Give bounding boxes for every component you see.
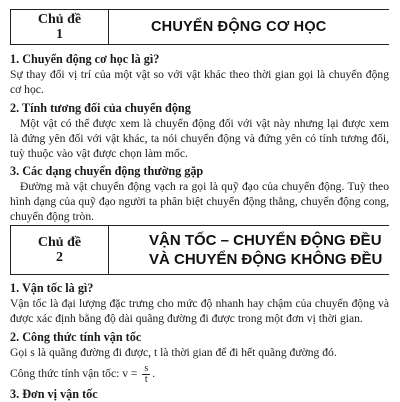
topic-2-title-line-1: VẬN TỐC – CHUYỂN ĐỘNG ĐỀU <box>149 232 382 249</box>
topic-2-tag <box>10 225 109 275</box>
topic-1-title: CHUYỂN ĐỘNG CƠ HỌC <box>151 19 327 35</box>
formula-prefix: Công thức tính vận tốc: v = <box>10 367 141 380</box>
topic-1-tag <box>10 9 109 45</box>
section-heading: 3. Đơn vị vận tốc <box>10 387 98 401</box>
topic-2-title-line-2: VÀ CHUYỂN ĐỘNG KHÔNG ĐỀU <box>149 251 383 268</box>
section-text: Một vật có thể được xem là chuyển động đối với vật này nhưng lại được xem là đứng yên đối với vật khác, ta nói chuyển động và đứng yên có tính tương đối, tuỳ thuộc vào vật được chọn làm mốc. <box>10 117 389 160</box>
formula-numerator: s <box>144 362 149 374</box>
velocity-formula <box>10 363 389 385</box>
formula-denominator: t <box>144 373 148 385</box>
topic-2-header <box>10 225 389 275</box>
topic-1-tag-label: Chủ đề <box>37 12 82 27</box>
formula-suffix: . <box>152 367 156 380</box>
topic-2-title-bar <box>129 225 389 275</box>
topic-1-tag-number: 1 <box>56 27 63 42</box>
section-heading: 1. Chuyển động cơ học là gì? <box>10 52 160 66</box>
topic-1-header <box>10 9 389 45</box>
section-heading: 1. Vận tốc là gì? <box>10 281 94 295</box>
section-heading: 2. Công thức tính vận tốc <box>10 330 142 344</box>
topic-1-title-bar <box>129 9 389 45</box>
section-text: Đường mà vật chuyển động vạch ra gọi là quỹ đạo của chuyển động. Tuỳ theo hình dạng của quỹ đạo người ta phân biệt chuyển động thẳng, chuyển động cong, chuyển động tròn. <box>10 180 389 223</box>
section-heading: 2. Tính tương đối của chuyển động <box>10 101 191 115</box>
section-heading: 3. Các dạng chuyển động thường gặp <box>10 164 204 178</box>
topic-2-content <box>10 281 389 402</box>
topic-1-content <box>10 52 389 224</box>
section-text: Vận tốc là đại lượng đặc trưng cho mức độ nhanh hay chậm của chuyển động và được xác định bằng độ dài quãng đường đi được trong một đơn vị thời gian. <box>10 297 389 325</box>
section-text: Gọi s là quãng đường đi được, t là thời gian để đi hết quãng đường đó. <box>10 346 337 359</box>
formula-fraction <box>142 364 150 385</box>
topic-2-tag-number: 2 <box>56 250 63 265</box>
section-text: Sự thay đổi vị trí của một vật so với vật khác theo thời gian gọi là chuyển động cơ học. <box>10 68 389 96</box>
topic-2-tag-label: Chủ đề <box>37 235 82 250</box>
